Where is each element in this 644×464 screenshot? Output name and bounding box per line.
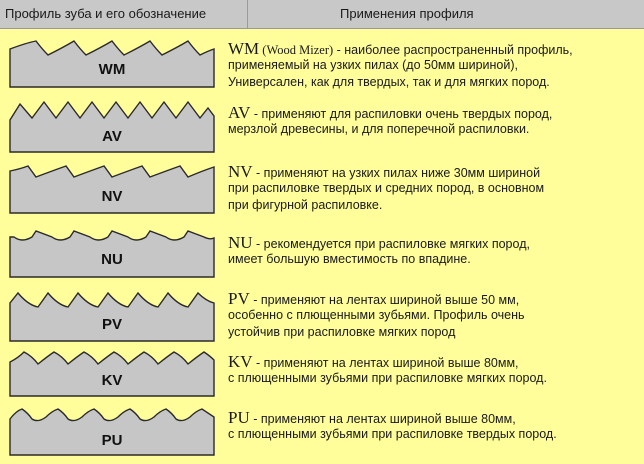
description-line: устойчив при распиловке мягких пород	[228, 325, 456, 339]
pu-tooth-profile-icon	[8, 405, 216, 457]
blade-label-nu: NU	[101, 251, 123, 268]
description-text: - наиболее распространенный профиль,	[333, 43, 573, 57]
description-line: мерзлой древесины, и для поперечной распиловки.	[228, 122, 530, 136]
description-line: имеет большую вместимость по впадине.	[228, 252, 471, 266]
description-pv	[228, 290, 642, 341]
profile-code: PV	[228, 289, 250, 308]
blade-profile-wm	[8, 39, 216, 89]
application-column-header: Применения профиля	[340, 6, 474, 21]
description-nu	[228, 234, 642, 268]
description-line	[228, 234, 642, 251]
table-header	[0, 0, 644, 29]
profile-code: PU	[228, 408, 250, 427]
profile-code: NU	[228, 233, 253, 252]
description-line	[228, 163, 642, 180]
blade-label-wm: WM	[98, 61, 126, 78]
description-text: - применяют на лентах шириной выше 80мм,	[252, 356, 519, 370]
description-line: Универсален, как для твердых, так и для мягких пород.	[228, 75, 550, 89]
pv-tooth-profile-icon	[8, 289, 216, 343]
description-av	[228, 104, 642, 138]
blade-profile-nv	[8, 163, 216, 215]
description-line: с плющенными зубьями при распиловке мягких пород.	[228, 371, 547, 385]
blade-label-nv: NV	[101, 188, 123, 205]
description-line: с плющенными зубьями при распиловке твердых пород.	[228, 427, 557, 441]
profile-code: AV	[228, 103, 251, 122]
nv-tooth-profile-icon	[8, 163, 216, 215]
description-line	[228, 409, 642, 426]
kv-tooth-profile-icon	[8, 348, 216, 398]
description-text: - применяют на лентах шириной выше 50 мм,	[249, 293, 520, 307]
profile-code: KV	[228, 352, 253, 371]
header-divider	[247, 0, 248, 28]
description-line: при фигурной распиловке.	[228, 198, 383, 212]
blade-label-kv: KV	[101, 372, 123, 389]
description-line: особенно с плющенными зубьями. Профиль очень	[228, 308, 525, 322]
description-nv	[228, 163, 642, 214]
profile-column-header: Профиль зуба и его обозначение	[5, 6, 207, 21]
description-text: - применяют на лентах шириной выше 80мм,	[249, 412, 516, 426]
description-pu	[228, 409, 642, 443]
description-text: - рекомендуется при распиловке мягких пород,	[252, 237, 530, 251]
description-line	[228, 104, 642, 121]
blade-label-pv: PV	[101, 316, 123, 333]
blade-profile-nu	[8, 229, 216, 279]
blade-profile-av	[8, 100, 216, 154]
description-text: - применяют на узких пилах ниже 30мм шириной	[252, 166, 541, 180]
blade-label-pu: PU	[101, 432, 123, 449]
blade-profile-kv	[8, 348, 216, 398]
blade-profile-pu	[8, 405, 216, 457]
blade-profile-pv	[8, 289, 216, 343]
description-line	[228, 353, 642, 370]
wm-tooth-profile-icon	[8, 39, 216, 89]
description-kv	[228, 353, 642, 387]
profile-code: WM	[228, 39, 260, 58]
description-wm	[228, 40, 642, 91]
blade-label-av: AV	[102, 128, 122, 145]
profile-code-note: (Wood Mizer)	[259, 43, 334, 57]
description-text: - применяют для распиловки очень твердых пород,	[250, 107, 553, 121]
nu-tooth-profile-icon	[8, 229, 216, 279]
description-line	[228, 40, 642, 57]
description-line	[228, 290, 642, 307]
av-tooth-profile-icon	[8, 100, 216, 154]
profile-code: NV	[228, 162, 253, 181]
description-line: применяемый на узких пилах (до 50мм шириной),	[228, 58, 518, 72]
description-line: при распиловке твердых и средних пород, в основном	[228, 181, 545, 195]
